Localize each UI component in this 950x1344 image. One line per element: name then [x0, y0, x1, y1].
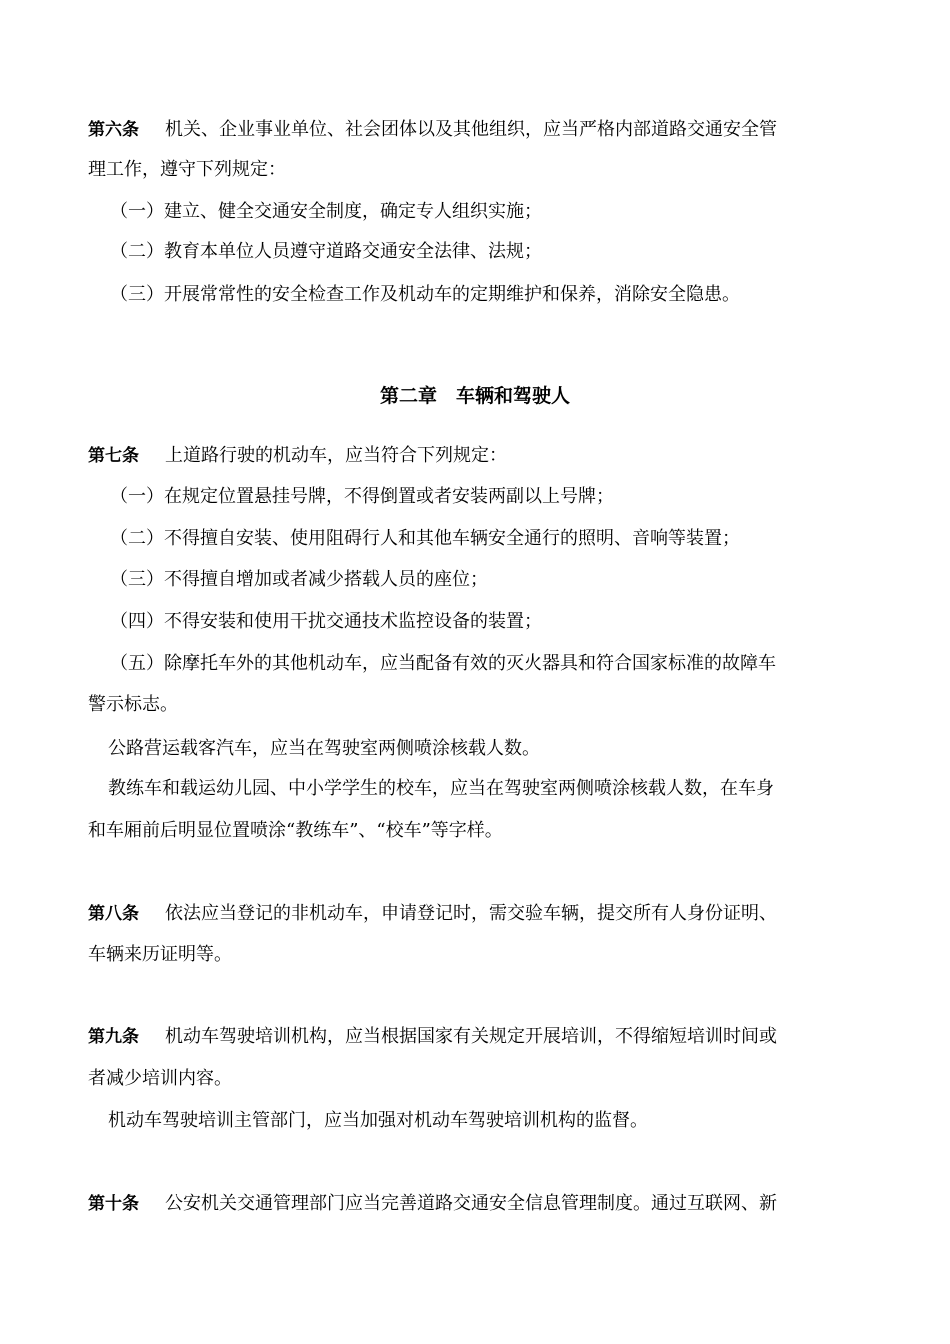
- article7-label: 第七条: [88, 446, 139, 466]
- article10-label: 第十条: [88, 1194, 139, 1214]
- chapter-heading: 第二章 车辆和驾驶人: [379, 385, 570, 407]
- article6-item1: （一）建立、健全交通安全制度，确定专人组织实施；: [110, 201, 542, 222]
- article8-text1: 依法应当登记的非机动车，申请登记时，需交验车辆，提交所有人身份证明、: [165, 903, 777, 924]
- article6-item3: （三）开展常常性的安全检查工作及机动车的定期维护和保养，消除安全隐患。: [110, 284, 740, 305]
- article7-item3: （三）不得擅自增加或者减少搭载人员的座位；: [110, 569, 488, 590]
- article6-line2: 理工作，遵守下列规定：: [88, 159, 286, 180]
- article9-para1: 机动车驾驶培训主管部门，应当加强对机动车驾驶培训机构的监督。: [108, 1110, 648, 1131]
- article10-text1: 公安机关交通管理部门应当完善道路交通安全信息管理制度。通过互联网、新: [165, 1193, 777, 1214]
- article7-text1: 上道路行驶的机动车，应当符合下列规定：: [165, 445, 507, 466]
- article7-item5: （五）除摩托车外的其他机动车，应当配备有效的灭火器具和符合国家标准的故障车: [110, 653, 776, 674]
- article7-line1: [88, 444, 868, 468]
- article10-line1: [88, 1192, 868, 1216]
- article8-line2: 车辆来历证明等。: [88, 944, 232, 965]
- article9-line2: 者减少培训内容。: [88, 1068, 232, 1089]
- article7-item5-cont: 警示标志。: [88, 694, 178, 715]
- article6-label: 第六条: [88, 120, 139, 140]
- article7-item2: （二）不得擅自安装、使用阻碍行人和其他车辆安全通行的照明、音响等装置；: [110, 528, 740, 549]
- article8-line1: [88, 902, 868, 926]
- article7-para2-line2: 和车厢前后明显位置喷涂“教练车”、“校车”等字样。: [88, 820, 503, 841]
- article7-item1: （一）在规定位置悬挂号牌，不得倒置或者安装两副以上号牌；: [110, 486, 614, 507]
- article6-item2: （二）教育本单位人员遵守道路交通安全法律、法规；: [110, 241, 542, 262]
- article9-label: 第九条: [88, 1027, 139, 1047]
- article9-text1: 机动车驾驶培训机构，应当根据国家有关规定开展培训，不得缩短培训时间或: [165, 1026, 777, 1047]
- article6-line1: [88, 118, 868, 142]
- article7-para1: 公路营运载客汽车，应当在驾驶室两侧喷涂核载人数。: [108, 738, 540, 759]
- article8-label: 第八条: [88, 904, 139, 924]
- article7-para2-line1: 教练车和载运幼儿园、中小学学生的校车，应当在驾驶室两侧喷涂核载人数，在车身: [108, 778, 774, 799]
- article7-item4: （四）不得安装和使用干扰交通技术监控设备的装置；: [110, 611, 542, 632]
- article6-text1: 机关、企业事业单位、社会团体以及其他组织，应当严格内部道路交通安全管: [165, 119, 777, 140]
- article9-line1: [88, 1025, 868, 1049]
